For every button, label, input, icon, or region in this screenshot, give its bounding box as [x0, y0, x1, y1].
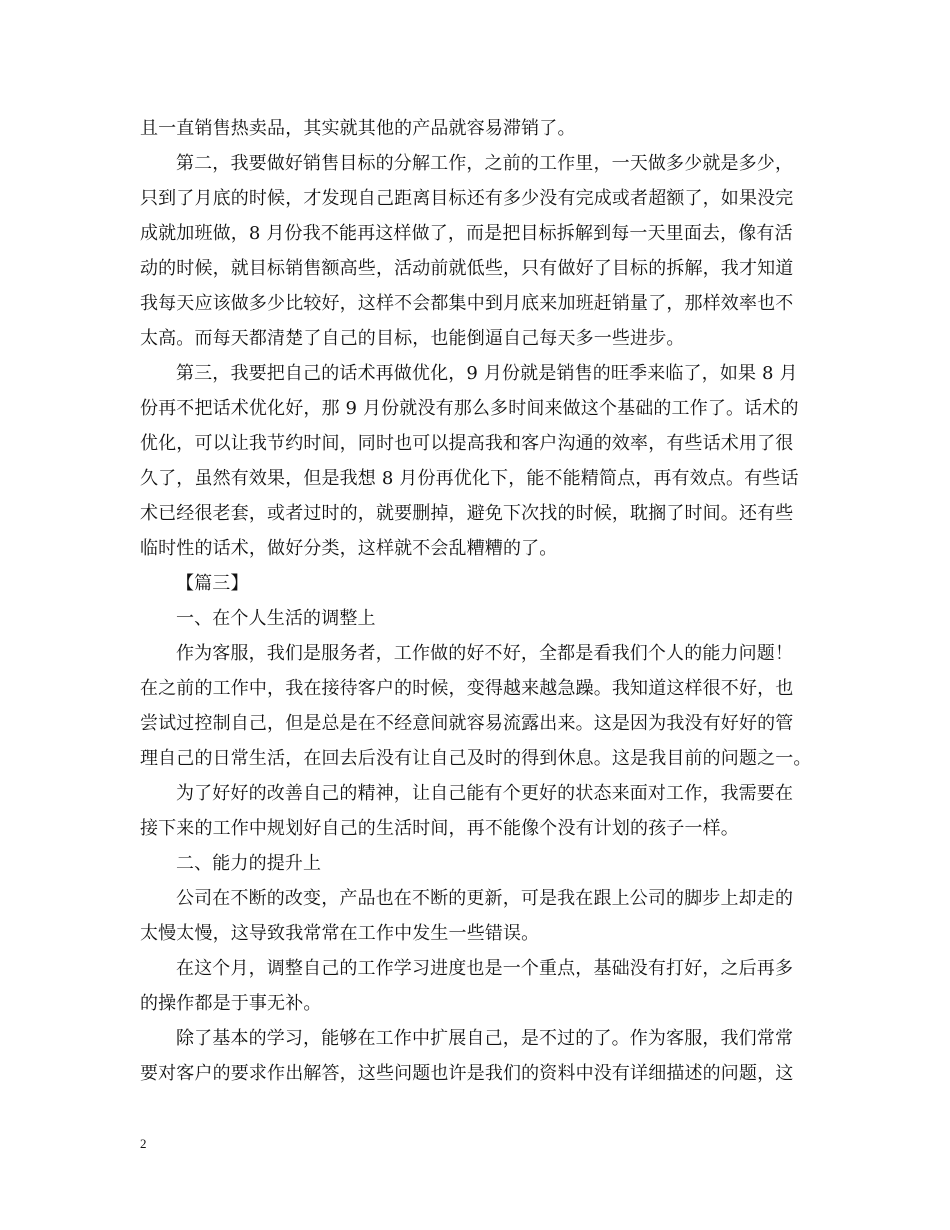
text-line: 要对客户的要求作出解答，这些问题也许是我们的资料中没有详细描述的问题，这	[140, 1063, 794, 1084]
paragraph-first-line: 公司在不断的改变，产品也在不断的更新，可是我在跟上公司的脚步上却走的	[176, 888, 794, 909]
text-line: 优化，可以让我节约时间，同时也可以提高我和客户沟通的效率，有些话术用了很	[140, 433, 794, 454]
text-line: 且一直销售热卖品，其实就其他的产品就容易滞销了。	[140, 118, 576, 139]
text-line: 在之前的工作中，我在接待客户的时候，变得越来越急躁。我知道这样很不好，也	[140, 678, 794, 699]
paragraph-first-line: 作为客服，我们是服务者，工作做的好不好，全都是看我们个人的能力问题！	[176, 643, 794, 664]
text-line: 的操作都是于事无补。	[140, 993, 322, 1014]
paragraph-first-line: 第二，我要做好销售目标的分解工作，之前的工作里，一天做多少就是多少，	[176, 153, 794, 174]
text-line: 术已经很老套，或者过时的，就要删掉，避免下次找的时候，耽搁了时间。还有些	[140, 503, 794, 524]
text-line: 理自己的日常生活，在回去后没有让自己及时的得到休息。这是我目前的问题之一。	[140, 748, 812, 769]
paragraph-first-line: 除了基本的学习，能够在工作中扩展自己，是不过的了。作为客服，我们常常	[176, 1028, 794, 1049]
text-line: 久了，虽然有效果，但是我想 8 月份再优化下，能不能精简点，再有效点。有些话	[140, 468, 799, 489]
text-line: 我每天应该做多少比较好，这样不会都集中到月底来加班赶销量了，那样效率也不	[140, 293, 794, 314]
section-heading: 【篇三】	[176, 573, 249, 594]
text-line: 成就加班做，8 月份我不能再这样做了，而是把目标拆解到每一天里面去，像有活	[140, 223, 793, 244]
subsection-heading: 一、在个人生活的调整上	[176, 608, 376, 629]
text-line: 尝试过控制自己，但是总是在不经意间就容易流露出来。这是因为我没有好好的管	[140, 713, 794, 734]
text-line: 只到了月底的时候，才发现自己距离目标还有多少没有完成或者超额了，如果没完	[140, 188, 794, 209]
text-line: 太高。而每天都清楚了自己的目标，也能倒逼自己每天多一些进步。	[140, 328, 685, 349]
text-line: 接下来的工作中规划好自己的生活时间，再不能像个没有计划的孩子一样。	[140, 818, 739, 839]
subsection-heading: 二、能力的提升上	[176, 853, 322, 874]
text-line: 动的时候，就目标销售额高些，活动前就低些，只有做好了目标的拆解，我才知道	[140, 258, 794, 279]
paragraph-first-line: 第三，我要把自己的话术再做优化，9 月份就是销售的旺季来临了，如果 8 月	[176, 363, 798, 384]
text-line: 临时性的话术，做好分类，这样就不会乱糟糟的了。	[140, 538, 558, 559]
text-line: 太慢太慢，这导致我常常在工作中发生一些错误。	[140, 923, 540, 944]
text-line: 份再不把话术优化好，那 9 月份就没有那么多时间来做这个基础的工作了。话术的	[140, 398, 799, 419]
paragraph-first-line: 为了好好的改善自己的精神，让自己能有个更好的状态来面对工作，我需要在	[176, 783, 794, 804]
paragraph-first-line: 在这个月，调整自己的工作学习进度也是一个重点，基础没有打好，之后再多	[176, 958, 794, 979]
page-number: 2	[140, 1136, 147, 1151]
